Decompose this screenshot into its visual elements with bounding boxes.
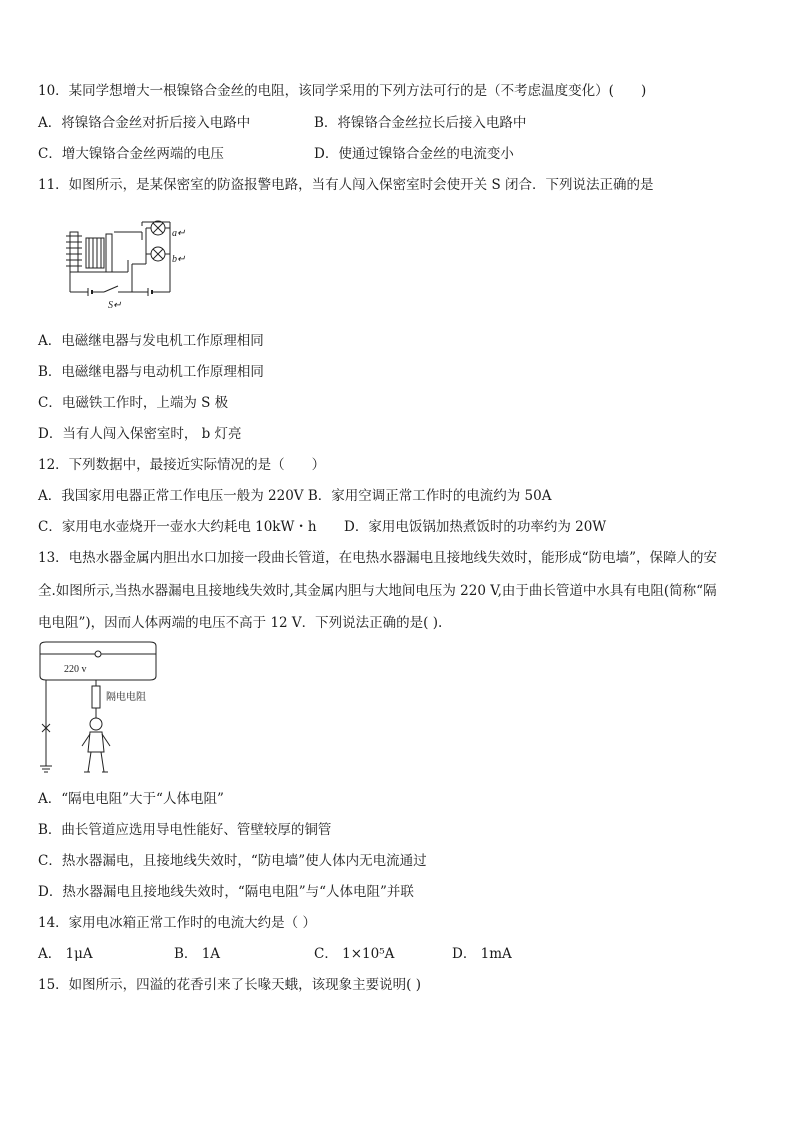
q14-option-d: D． 1mA (452, 946, 512, 962)
q10-option-a: A．将镍铬合金丝对折后接入电路中 (38, 115, 251, 131)
q11-stem: 11．如图所示，是某保密室的防盗报警电路，当有人闯入保密室时会使开关 S 闭合．下列说法正确的是 (38, 177, 654, 193)
q10-option-c: C．增大镍铬合金丝两端的电压 (38, 146, 224, 162)
q13-water-heater-figure (36, 640, 166, 780)
q15-stem: 15．如图所示，四溢的花香引来了长喙天蛾，该现象主要说明( ) (38, 977, 422, 993)
q12-option-c: C．家用电水壶烧开一壶水大约耗电 10kW・h (38, 519, 317, 535)
q13-resistor-label: 隔电电阻 (106, 692, 146, 703)
q11-label-s: S↵ (108, 300, 122, 310)
q12-option-ab: A．我国家用电器正常工作电压一般为 220V B．家用空调正常工作时的电流约为 50A (38, 488, 552, 504)
q12-option-d: D．家用电饭锅加热煮饭时的功率约为 20W (344, 519, 607, 535)
q11-option-a: A．电磁继电器与发电机工作原理相同 (38, 333, 264, 349)
q11-option-c: C．电磁铁工作时，上端为 S 极 (38, 395, 229, 411)
q12-stem: 12．下列数据中，最接近实际情况的是（ ） (38, 457, 326, 473)
q11-option-d: D．当有人闯入保密室时， b 灯亮 (38, 426, 242, 442)
q13-stem-line3: 电电阻”)，因而人体两端的电压不高于 12 V．下列说法正确的是( ). (38, 615, 443, 631)
q14-stem: 14．家用电冰箱正常工作时的电流大约是（ ） (38, 915, 316, 931)
q11-label-a: a↵ (172, 228, 186, 239)
q11-label-b: b↵ (172, 254, 186, 265)
q13-stem-line1: 13．电热水器金属内胆出水口加接一段曲长管道，在电热水器漏电且接地线失效时，能形成“防电墙”，保障人的安 (38, 550, 717, 566)
q14-option-c: C． 1×10⁵A (314, 946, 395, 962)
q11-option-b: B．电磁继电器与电动机工作原理相同 (38, 364, 264, 380)
q13-option-b: B．曲长管道应选用导电性能好、管壁较厚的铜管 (38, 822, 332, 838)
q10-option-b: B．将镍铬合金丝拉长后接入电路中 (314, 115, 527, 131)
q13-option-d: D．热水器漏电且接地线失效时，“隔电电阻”与“人体电阻”并联 (38, 884, 414, 900)
q10-stem: 10．某同学想增大一根镍铬合金丝的电阻，该同学采用的下列方法可行的是（不考虑温度变化）( ) (38, 83, 647, 99)
q14-option-a: A． 1μA (38, 946, 93, 962)
q10-option-d: D．使通过镍铬合金丝的电流变小 (314, 146, 514, 162)
q13-stem-line2: 全.如图所示,当热水器漏电且接地线失效时,其金属内胆与大地间电压为 220 V,由于曲长管道中水具有电阻(简称“隔 (38, 583, 717, 599)
q13-voltage-label: 220 v (64, 664, 87, 675)
q14-option-b: B． 1A (174, 946, 221, 962)
q13-option-a: A．“隔电电阻”大于“人体电阻” (38, 791, 224, 807)
q11-circuit-figure (62, 218, 186, 310)
q13-option-c: C．热水器漏电，且接地线失效时，“防电墙”使人体内无电流通过 (38, 853, 427, 869)
